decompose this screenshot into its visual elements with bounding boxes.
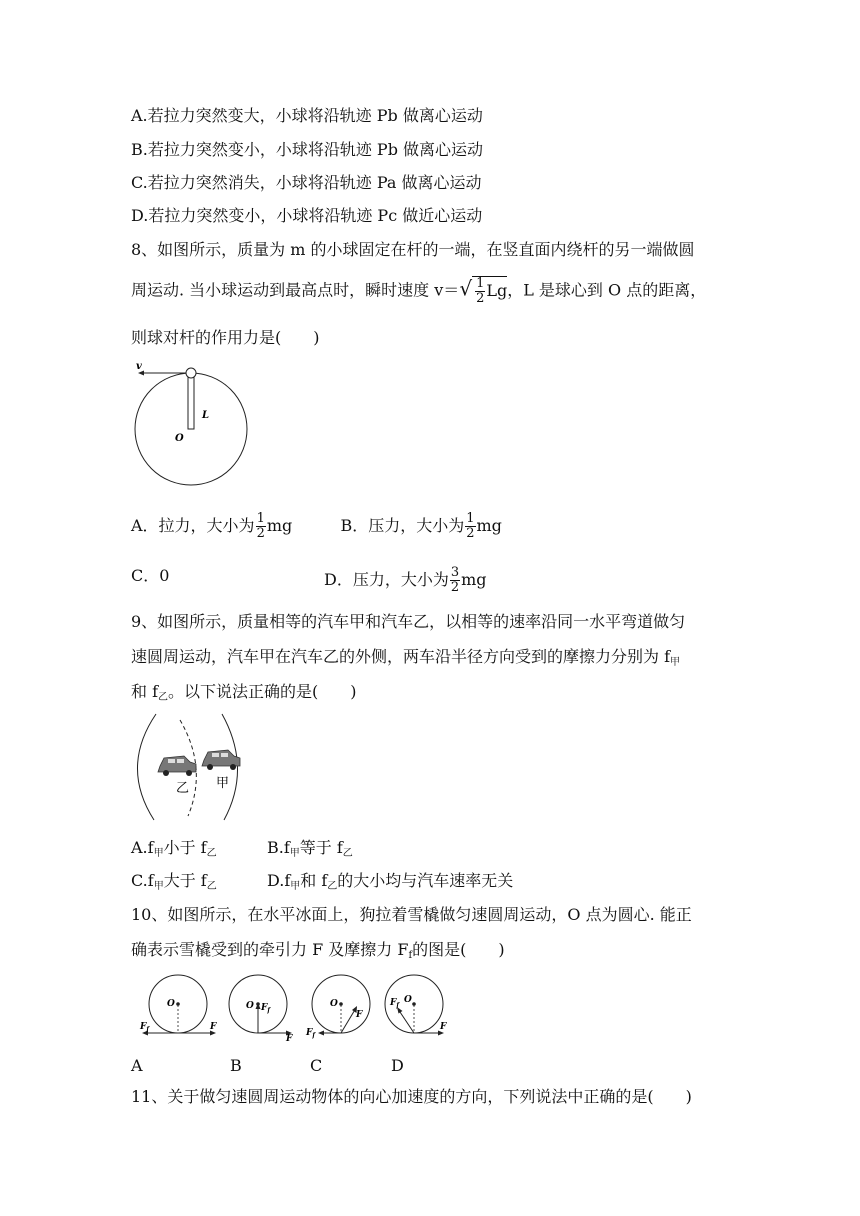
q9-option-b <box>267 838 353 864</box>
q9-option-a <box>131 838 217 864</box>
label-F: F <box>356 1010 363 1020</box>
unit: mg <box>476 516 502 535</box>
label-O: O <box>246 1001 254 1011</box>
q11-stem-line1: 11、关于做匀速圆周运动物体的向心加速度的方向，下列说法中正确的是( ) <box>131 1087 692 1106</box>
q7-option-a: A.若拉力突然变大，小球将沿轨迹 Pb 做离心运动 <box>131 106 483 125</box>
q10-choice-a: A <box>131 1056 143 1075</box>
label-Ff: $F_f$ <box>140 1022 149 1033</box>
q9-stem-text-end: 。以下说法正确的是( ) <box>168 682 357 701</box>
q10-figure-a <box>138 975 218 1045</box>
q9-figure <box>128 712 248 822</box>
q7-option-c: C.若拉力突然消失，小球将沿轨迹 Pa 做离心运动 <box>131 173 482 192</box>
inner-road-edge <box>137 714 156 820</box>
text: 等于 f <box>299 838 343 857</box>
fraction-denominator: 2 <box>476 291 485 306</box>
fraction-numerator: 1 <box>466 511 475 526</box>
q10-figure-c <box>304 975 384 1045</box>
subscript: 乙 <box>158 692 169 703</box>
radicand-tail: Lg <box>486 281 508 300</box>
q9-stem-text: 速圆周运动，汽车甲在汽车乙的外侧，两车沿半径方向受到的摩擦力分别为 f <box>131 647 671 666</box>
text: 的大小均与汽车速率无关 <box>337 871 514 890</box>
q10-choice-d: D <box>391 1056 404 1075</box>
fraction-numerator: 1 <box>476 276 485 291</box>
q8-figure <box>130 360 260 490</box>
label-O: O <box>175 433 184 444</box>
unit: mg <box>461 570 487 589</box>
q8-stem-text-end: ，L 是球心到 O 点的距离， <box>507 280 707 300</box>
q9-stem-line1: 9、如图所示，质量相等的汽车甲和汽车乙，以相等的速率沿同一水平弯道做匀 <box>131 612 686 631</box>
subscript: 乙 <box>342 848 353 859</box>
q10-stem-text-end: 的图是( ) <box>412 940 505 959</box>
text: D.f <box>267 871 291 890</box>
q9-option-d <box>267 871 513 897</box>
q9-option-c <box>131 871 217 897</box>
car-yi-icon <box>158 756 196 776</box>
label-v: v <box>136 361 142 372</box>
q8-stem-text: 周运动. 当小球运动到最高点时，瞬时速度 v＝ <box>131 280 460 300</box>
ball <box>186 368 196 378</box>
label-O: O <box>167 999 175 1009</box>
q9-stem-line3 <box>131 682 357 708</box>
q10-stem-text: 确表示雪橇受到的牵引力 F 及摩擦力 F <box>131 940 409 959</box>
label-O: O <box>404 995 412 1005</box>
subscript: 甲 <box>289 848 300 859</box>
subscript: f <box>408 950 413 961</box>
label-F: F <box>210 1022 217 1032</box>
subscript: 甲 <box>153 848 164 859</box>
car-jia-icon <box>202 750 240 770</box>
text: C.f <box>131 871 154 890</box>
q7-option-d: D.若拉力突然变小，小球将沿轨迹 Pc 做近心运动 <box>131 206 483 225</box>
rod <box>188 375 194 429</box>
text: 和 f <box>300 871 328 890</box>
label-L: L <box>202 410 210 421</box>
q9-stem-line2 <box>131 647 680 673</box>
label-yi: 乙 <box>176 781 190 796</box>
q9-stem-text: 和 f <box>131 682 159 701</box>
q10-figure-d <box>382 975 462 1045</box>
fraction-denominator: 2 <box>450 580 460 595</box>
q8-stem-line2 <box>131 276 706 306</box>
subscript: 乙 <box>206 881 217 892</box>
q10-stem-line2 <box>131 940 505 966</box>
subscript: 乙 <box>327 881 338 892</box>
text: B.f <box>267 838 290 857</box>
q8-option-b: B．压力，大小为 <box>340 516 465 535</box>
fraction-denominator: 2 <box>256 526 265 541</box>
q10-figure-b <box>226 975 306 1045</box>
label-Ff: $F_f$ <box>261 1003 270 1014</box>
subscript: 乙 <box>206 848 217 859</box>
subscript: 甲 <box>670 657 681 668</box>
q8-option-a: A．拉力，大小为 <box>131 516 255 535</box>
unit: mg <box>266 516 293 535</box>
subscript: 甲 <box>290 881 301 892</box>
text: A.f <box>131 838 154 857</box>
text: 大于 f <box>163 871 207 890</box>
q10-choice-b: B <box>230 1056 242 1075</box>
label-Ff: $F_f$ <box>390 998 399 1009</box>
q10-choice-c: C <box>310 1056 323 1075</box>
sqrt-expression: √ $\frac{1}{2}$ Lg <box>459 276 508 306</box>
fraction-denominator: 2 <box>466 526 475 541</box>
fraction-numerator: 1 <box>256 511 265 526</box>
subscript: 甲 <box>153 881 164 892</box>
text: 小于 f <box>163 838 207 857</box>
label-Ff: $F_f$ <box>306 1028 315 1039</box>
q8-option-c: C．0 <box>131 566 170 585</box>
q10-stem-line1: 10、如图所示，在水平冰面上，狗拉着雪橇做匀速圆周运动，O 点为圆心. 能正 <box>131 905 692 924</box>
q8-option-a-b <box>131 512 502 541</box>
q8-option-d <box>324 566 487 595</box>
label-jia: 甲 <box>216 776 230 791</box>
label-O: O <box>330 999 338 1009</box>
q8-option-d-text: D．压力，大小为 <box>324 570 449 589</box>
label-F: F <box>286 1034 293 1044</box>
q8-stem-line3: 则球对杆的作用力是( ) <box>131 328 320 347</box>
fraction-numerator: 3 <box>450 565 460 580</box>
q8-stem-line1: 8、如图所示，质量为 m 的小球固定在杆的一端，在竖直面内绕杆的另一端做圆 <box>131 240 695 259</box>
q7-option-b: B.若拉力突然变小，小球将沿轨迹 Pb 做离心运动 <box>131 140 484 159</box>
label-F: F <box>440 1022 447 1032</box>
